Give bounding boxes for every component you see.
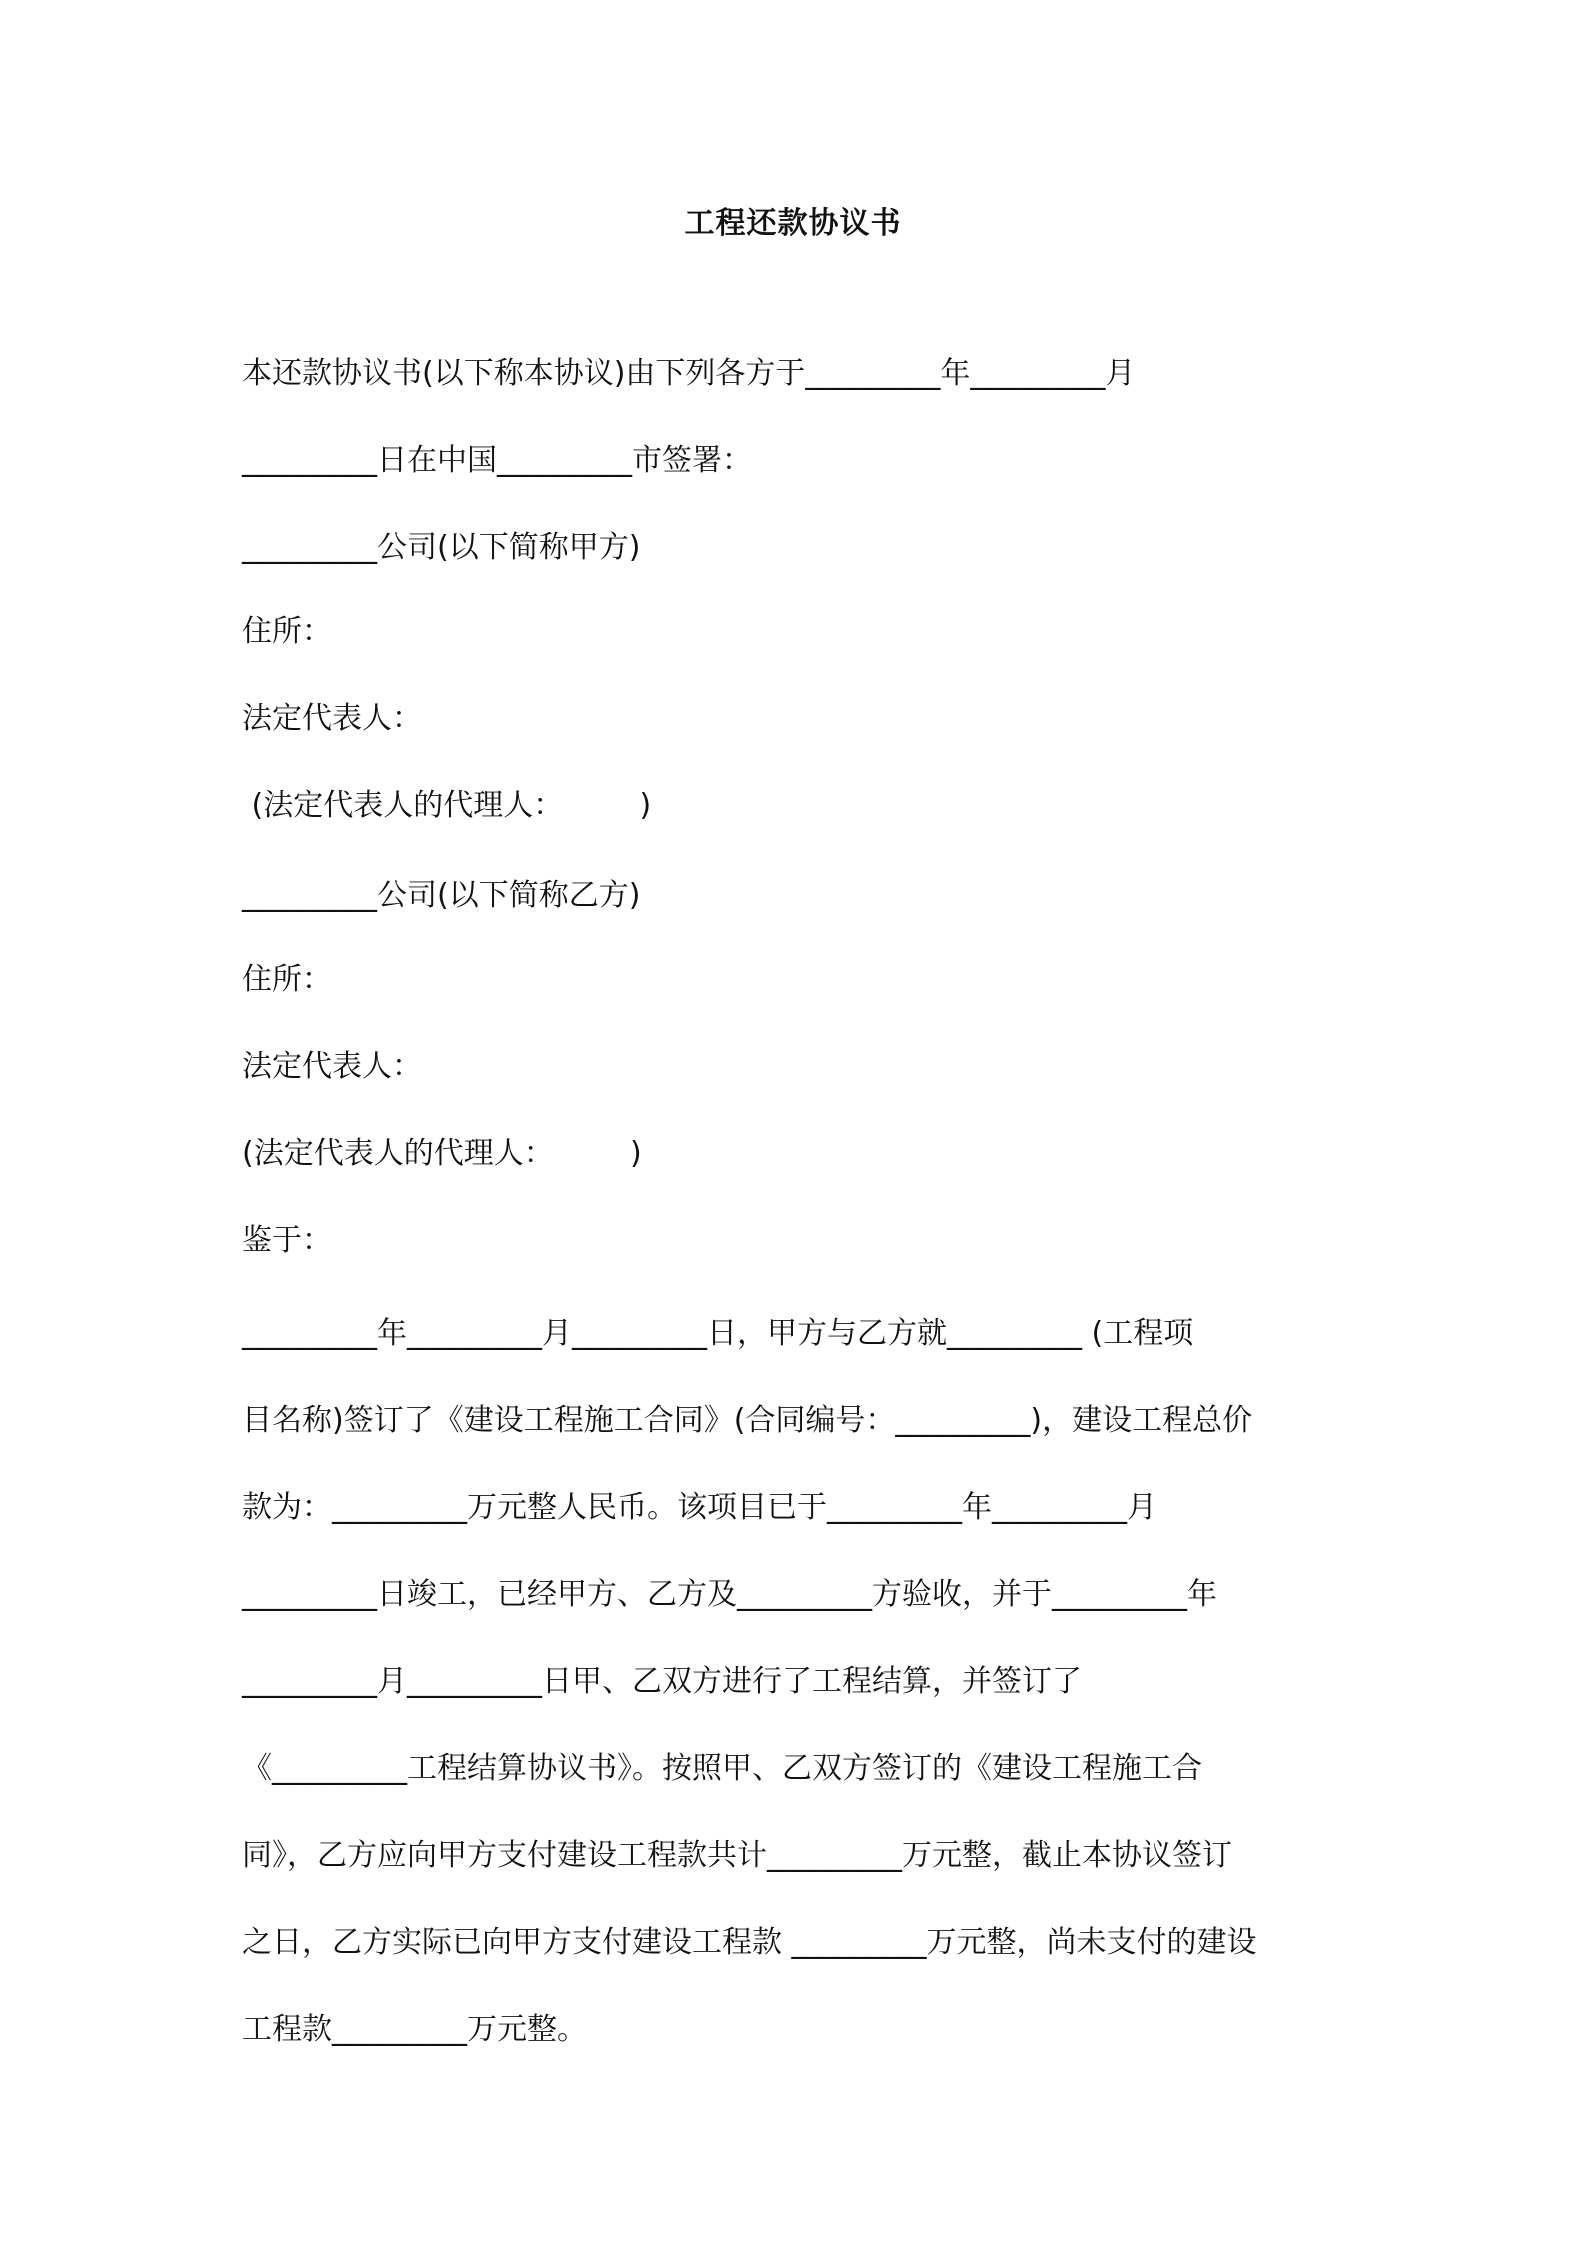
party-b-agent-line: (法定代表人的代理人： ): [242, 1136, 642, 1171]
paragraph-line: _________年_________月_________日，甲方与乙方就_________ (工程项: [242, 1316, 1194, 1351]
paragraph-line: _________日在中国_________市签署：: [242, 443, 752, 478]
paragraph-line: _________月_________日甲、乙双方进行了工程结算，并签订了: [242, 1664, 1082, 1699]
party-a-legal-rep-label: 法定代表人：: [242, 701, 422, 736]
party-a-company-line: _________公司(以下简称甲方): [242, 530, 641, 565]
party-b-company-line: _________公司(以下简称乙方): [242, 878, 641, 913]
paragraph-line: 目名称)签订了《建设工程施工合同》(合同编号：_________)，建设工程总价: [242, 1403, 1253, 1438]
paragraph-line: 款为：_________万元整人民币。该项目已于_________年_________月: [242, 1490, 1157, 1525]
party-b-legal-rep-label: 法定代表人：: [242, 1049, 422, 1084]
party-a-address-label: 住所：: [242, 614, 332, 649]
paragraph-line: 《_________工程结算协议书》。按照甲、乙双方签订的《建设工程施工合: [242, 1751, 1202, 1786]
paragraph-line: 之日，乙方实际已向甲方支付建设工程款 _________万元整，尚未支付的建设: [242, 1925, 1257, 1960]
whereas-label: 鉴于：: [242, 1223, 332, 1258]
paragraph-line: _________日竣工，已经甲方、乙方及_________方验收，并于_________年: [242, 1577, 1217, 1612]
document-title: 工程还款协议书: [684, 206, 902, 241]
party-b-address-label: 住所：: [242, 962, 332, 997]
paragraph-line: 本还款协议书(以下称本协议)由下列各方于_________年_________月: [242, 356, 1136, 391]
paragraph-line: 同》，乙方应向甲方支付建设工程款共计_________万元整，截止本协议签订: [242, 1838, 1232, 1873]
party-a-agent-line: (法定代表人的代理人： ): [242, 788, 652, 823]
paragraph-line: 工程款_________万元整。: [242, 2012, 587, 2047]
